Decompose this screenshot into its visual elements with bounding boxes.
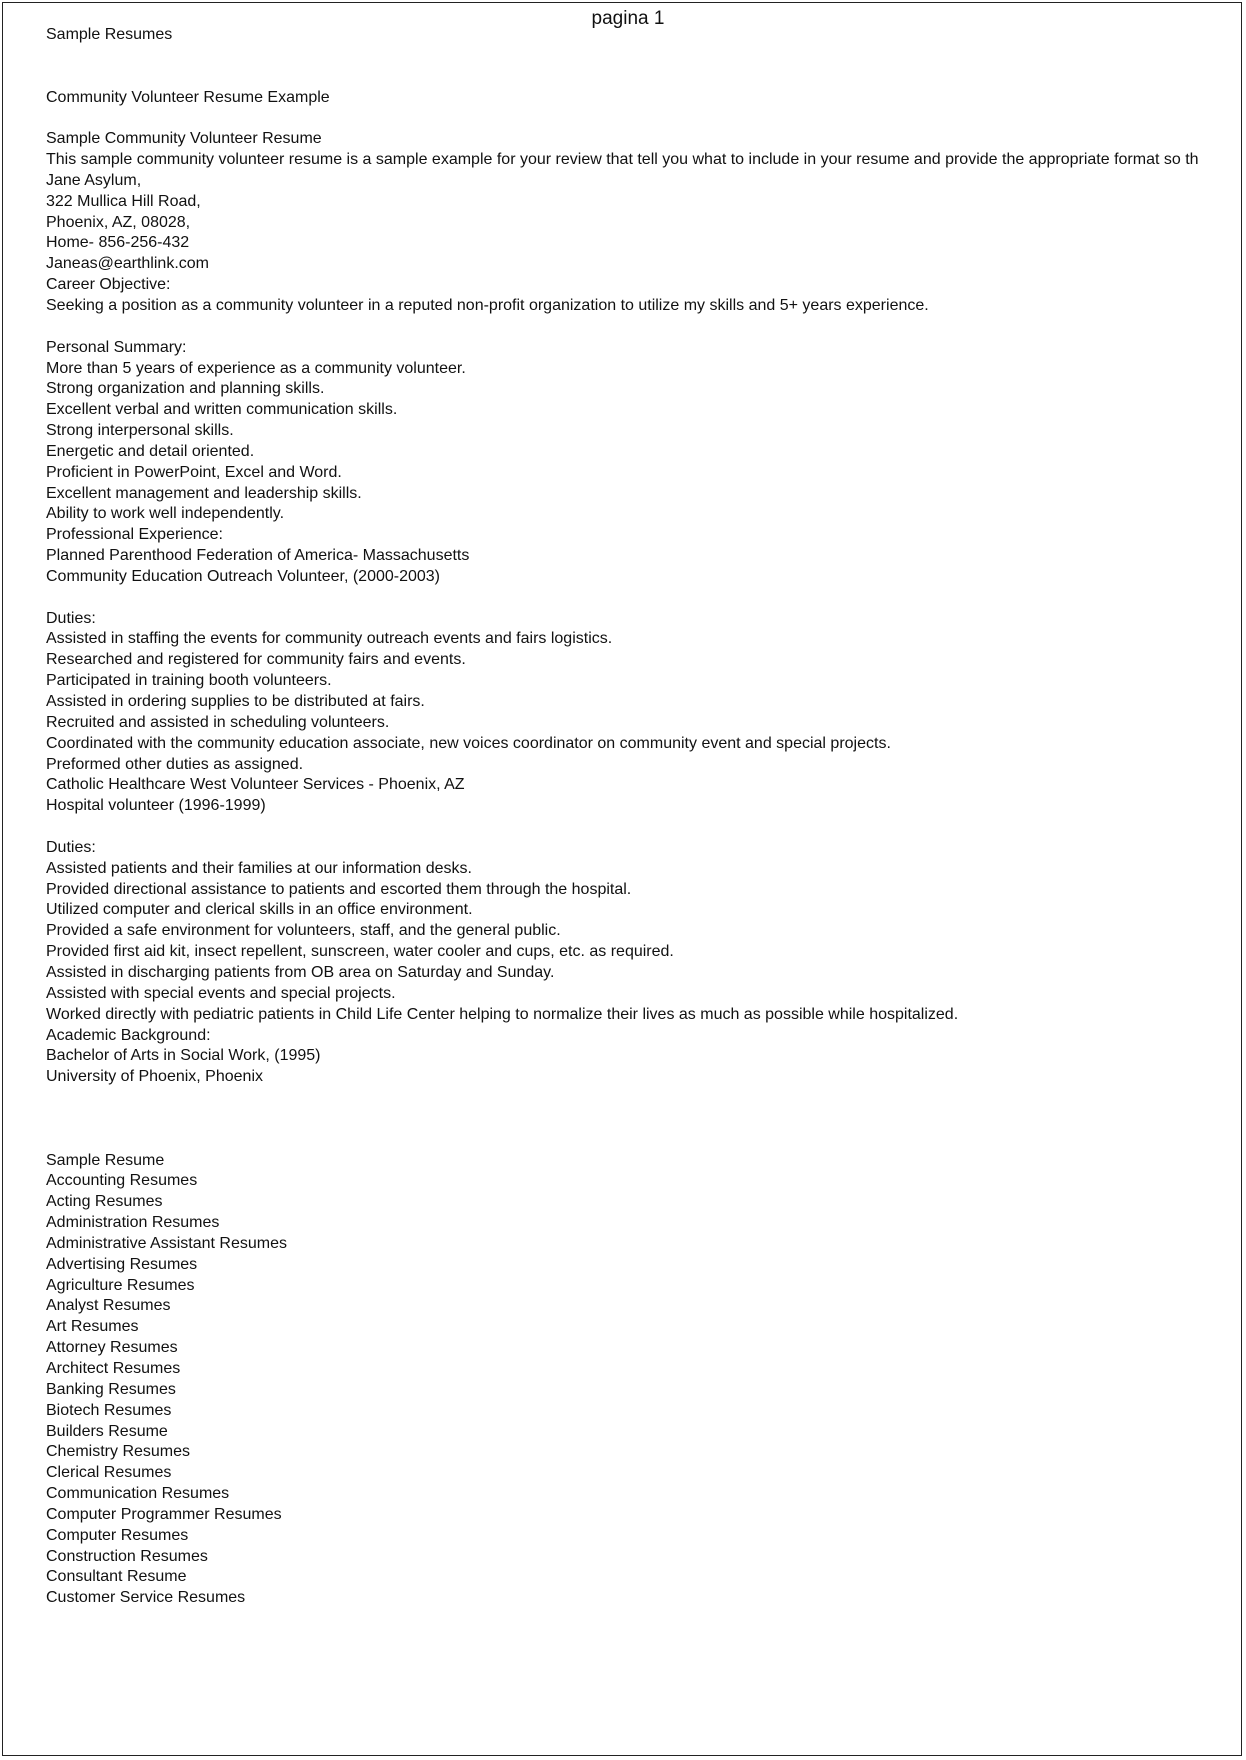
duties-heading: Duties: (46, 838, 96, 856)
education-school: University of Phoenix, Phoenix (46, 1068, 263, 1086)
intro-text: This sample community volunteer resume is a sample example for your review that tell you what to include in your resume and provide the appropriate format so th (46, 151, 1199, 169)
summary-item: Energetic and detail oriented. (46, 442, 255, 460)
summary-item: Ability to work well independently. (46, 505, 285, 523)
objective-heading: Career Objective: (46, 276, 171, 294)
category-item: Administrative Assistant Resumes (46, 1234, 287, 1252)
duty-item: Worked directly with pediatric patients in Child Life Center helping to normalize their lives as much as possible while hospitalized. (46, 1005, 959, 1023)
summary-item: Proficient in PowerPoint, Excel and Word. (46, 463, 342, 481)
job-org: Catholic Healthcare West Volunteer Services - Phoenix, AZ (46, 776, 465, 794)
category-item: Analyst Resumes (46, 1297, 171, 1315)
category-item: Customer Service Resumes (46, 1589, 246, 1607)
duty-item: Assisted with special events and special projects. (46, 984, 396, 1002)
duty-item: Recruited and assisted in scheduling volunteers. (46, 713, 390, 731)
category-item: Communication Resumes (46, 1485, 230, 1503)
duty-item: Assisted in discharging patients from OB area on Saturday and Sunday. (46, 963, 555, 981)
job-org: Planned Parenthood Federation of America- Massachusetts (46, 547, 470, 565)
category-item: Art Resumes (46, 1318, 139, 1336)
contact-street: 322 Mullica Hill Road, (46, 192, 201, 210)
contact-phone: Home- 856-256-432 (46, 234, 190, 252)
job-role: Hospital volunteer (1996-1999) (46, 797, 266, 815)
resume-body (46, 25, 1199, 1609)
summary-item: Strong organization and planning skills. (46, 380, 325, 398)
category-item: Architect Resumes (46, 1360, 181, 1378)
duty-item: Researched and registered for community fairs and events. (46, 651, 466, 669)
summary-item: Strong interpersonal skills. (46, 422, 234, 440)
summary-item: More than 5 years of experience as a community volunteer. (46, 359, 466, 377)
contact-email: Janeas@earthlink.com (46, 255, 209, 273)
site-name: Sample Resumes (46, 26, 173, 43)
categories-heading: Sample Resume (46, 1151, 165, 1169)
document-title: Community Volunteer Resume Example (46, 88, 330, 106)
summary-heading: Personal Summary: (46, 338, 187, 356)
category-item: Biotech Resumes (46, 1401, 172, 1419)
page-number: pagina 1 (591, 8, 665, 29)
category-item: Computer Programmer Resumes (46, 1505, 282, 1523)
experience-heading: Professional Experience: (46, 526, 223, 544)
duty-item: Coordinated with the community education associate, new voices coordinator on community event and special projects. (46, 734, 891, 752)
duty-item: Provided first aid kit, insect repellent, sunscreen, water cooler and cups, etc. as required. (46, 943, 674, 961)
category-item: Construction Resumes (46, 1547, 208, 1565)
duty-item: Provided a safe environment for volunteers, staff, and the general public. (46, 922, 561, 940)
education-degree: Bachelor of Arts in Social Work, (1995) (46, 1047, 321, 1065)
education-heading: Academic Background: (46, 1026, 211, 1044)
category-item: Agriculture Resumes (46, 1276, 195, 1294)
category-item: Advertising Resumes (46, 1255, 198, 1273)
contact-city: Phoenix, AZ, 08028, (46, 213, 191, 231)
document-page (2, 2, 1242, 1756)
document-subtitle: Sample Community Volunteer Resume (46, 130, 322, 148)
duties-heading: Duties: (46, 609, 96, 627)
contact-name: Jane Asylum, (46, 171, 142, 189)
category-item: Acting Resumes (46, 1193, 163, 1211)
category-item: Attorney Resumes (46, 1339, 178, 1357)
category-item: Accounting Resumes (46, 1172, 198, 1190)
duty-item: Preformed other duties as assigned. (46, 755, 304, 773)
category-item: Administration Resumes (46, 1214, 220, 1232)
category-item: Computer Resumes (46, 1526, 189, 1544)
category-item: Banking Resumes (46, 1380, 176, 1398)
duty-item: Assisted in staffing the events for community outreach events and fairs logistics. (46, 630, 613, 648)
category-item: Clerical Resumes (46, 1464, 172, 1482)
category-item: Builders Resume (46, 1422, 168, 1440)
summary-item: Excellent verbal and written communication skills. (46, 401, 398, 419)
category-item: Consultant Resume (46, 1568, 187, 1586)
duty-item: Utilized computer and clerical skills in an office environment. (46, 901, 473, 919)
objective-text: Seeking a position as a community volunteer in a reputed non-profit organization to utilize my skills and 5+ years experience. (46, 296, 929, 314)
summary-item: Excellent management and leadership skills. (46, 484, 362, 502)
duty-item: Provided directional assistance to patients and escorted them through the hospital. (46, 880, 632, 898)
duty-item: Participated in training booth volunteers. (46, 672, 332, 690)
job-role: Community Education Outreach Volunteer, (2000-2003) (46, 567, 441, 585)
duty-item: Assisted in ordering supplies to be distributed at fairs. (46, 693, 425, 710)
category-item: Chemistry Resumes (46, 1443, 191, 1461)
duty-item: Assisted patients and their families at our information desks. (46, 859, 472, 877)
